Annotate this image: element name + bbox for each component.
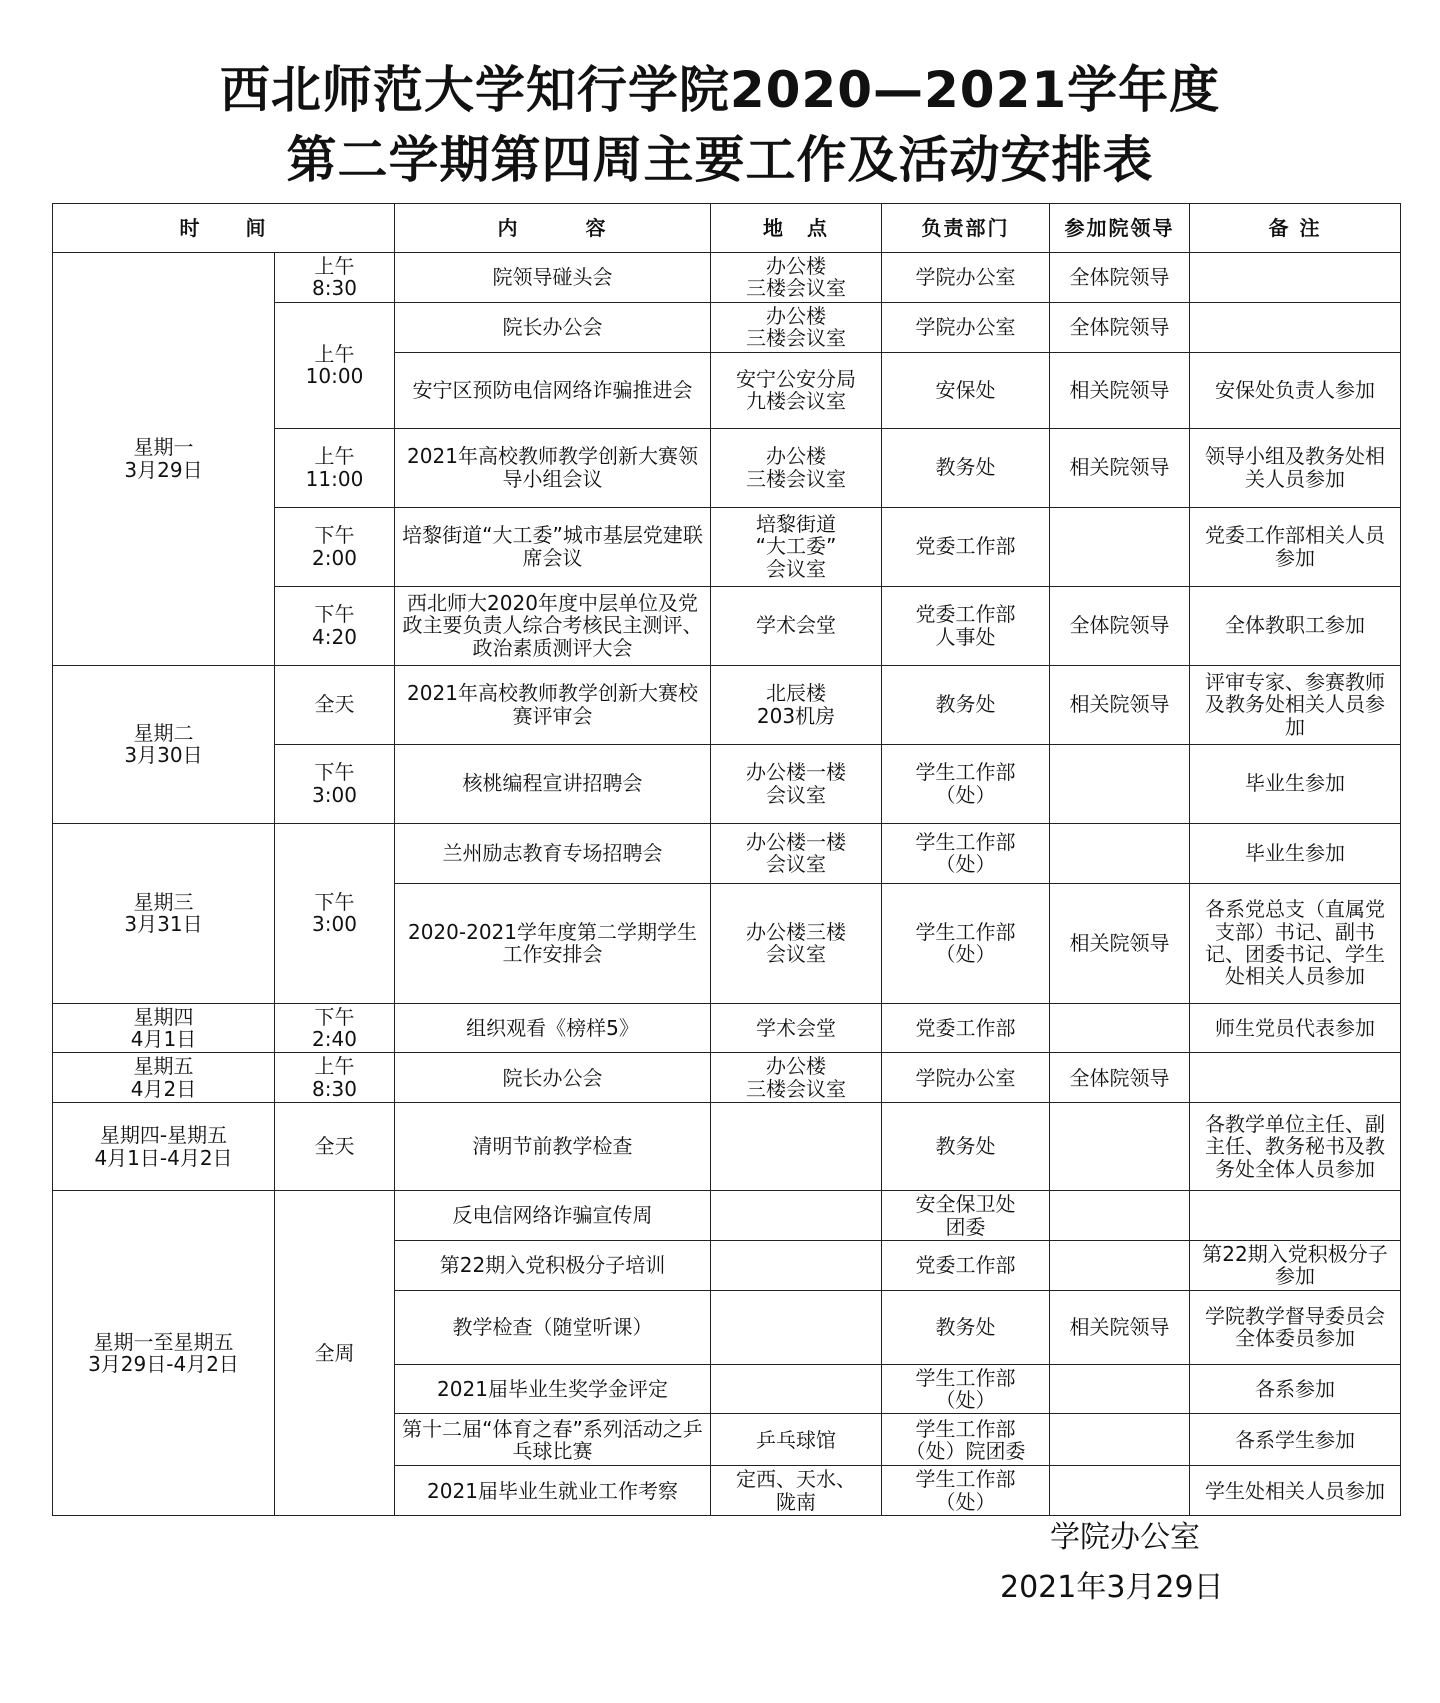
dept-cell: 安全保卫处 团委	[882, 1191, 1050, 1241]
table-row	[53, 665, 1401, 744]
time-cell: 上午 10:00	[275, 302, 395, 428]
time-cell: 下午 2:40	[275, 1003, 395, 1053]
content-cell: 兰州励志教育专场招聘会	[395, 823, 711, 883]
leaders-cell: 相关院领导	[1050, 883, 1190, 1003]
footer-date: 2021年3月29日	[1000, 1570, 1224, 1605]
note-cell: 各系党总支（直属党支部）书记、副书记、团委书记、学生处相关人员参加	[1190, 883, 1401, 1003]
table-row	[53, 1003, 1401, 1053]
content-cell: 反电信网络诈骗宣传周	[395, 1191, 711, 1241]
leaders-cell	[1050, 823, 1190, 883]
dept-cell: 教务处	[882, 1290, 1050, 1364]
day-cell: 星期四-星期五 4月1日-4月2日	[53, 1103, 275, 1191]
note-cell: 领导小组及教务处相关人员参加	[1190, 428, 1401, 507]
header-row	[53, 204, 1401, 253]
content-cell: 院领导碰头会	[395, 253, 711, 303]
note-cell	[1190, 302, 1401, 352]
dept-cell: 党委工作部	[882, 507, 1050, 586]
dept-cell: 学生工作部 （处）	[882, 823, 1050, 883]
place-cell	[711, 1290, 882, 1364]
dept-cell: 学生工作部 （处）	[882, 1466, 1050, 1516]
note-cell: 各系学生参加	[1190, 1414, 1401, 1466]
place-cell: 安宁公安分局 九楼会议室	[711, 352, 882, 428]
table-row	[53, 823, 1401, 883]
day-cell: 星期一 3月29日	[53, 253, 275, 666]
time-cell: 上午 8:30	[275, 1053, 395, 1103]
place-cell: 办公楼 三楼会议室	[711, 253, 882, 303]
leaders-cell	[1050, 507, 1190, 586]
place-cell: 学术会堂	[711, 1003, 882, 1053]
day-cell: 星期四 4月1日	[53, 1003, 275, 1053]
note-cell	[1190, 253, 1401, 303]
dept-cell: 党委工作部 人事处	[882, 586, 1050, 665]
leaders-cell: 全体院领导	[1050, 586, 1190, 665]
place-cell: 培黎街道 “大工委” 会议室	[711, 507, 882, 586]
place-cell	[711, 1191, 882, 1241]
table-row	[53, 1191, 1401, 1241]
note-cell: 毕业生参加	[1190, 823, 1401, 883]
place-cell: 办公楼一楼 会议室	[711, 744, 882, 823]
place-cell: 定西、天水、 陇南	[711, 1466, 882, 1516]
time-cell: 下午 4:20	[275, 586, 395, 665]
place-cell: 学术会堂	[711, 586, 882, 665]
content-cell: 2021届毕业生奖学金评定	[395, 1364, 711, 1414]
note-cell: 师生党员代表参加	[1190, 1003, 1401, 1053]
content-cell: 清明节前教学检查	[395, 1103, 711, 1191]
table-row	[53, 1053, 1401, 1103]
leaders-cell	[1050, 1003, 1190, 1053]
note-cell: 各教学单位主任、副主任、教务秘书及教务处全体人员参加	[1190, 1103, 1401, 1191]
table-row	[53, 253, 1401, 303]
dept-cell: 学生工作部 （处）	[882, 744, 1050, 823]
leaders-cell: 全体院领导	[1050, 253, 1190, 303]
dept-cell: 安保处	[882, 352, 1050, 428]
header-place: 地 点	[711, 204, 882, 253]
leaders-cell: 相关院领导	[1050, 352, 1190, 428]
content-cell: 安宁区预防电信网络诈骗推进会	[395, 352, 711, 428]
place-cell: 办公楼三楼 会议室	[711, 883, 882, 1003]
leaders-cell	[1050, 1414, 1190, 1466]
content-cell: 教学检查（随堂听课）	[395, 1290, 711, 1364]
dept-cell: 学生工作部 （处）	[882, 1364, 1050, 1414]
place-cell: 办公楼 三楼会议室	[711, 1053, 882, 1103]
leaders-cell: 相关院领导	[1050, 665, 1190, 744]
dept-cell: 学生工作部 （处）	[882, 883, 1050, 1003]
table-row	[53, 1103, 1401, 1191]
leaders-cell: 全体院领导	[1050, 302, 1190, 352]
day-cell: 星期二 3月30日	[53, 665, 275, 823]
note-cell: 安保处负责人参加	[1190, 352, 1401, 428]
header-content: 内 容	[395, 204, 711, 253]
content-cell: 2021年高校教师教学创新大赛校赛评审会	[395, 665, 711, 744]
content-cell: 2021年高校教师教学创新大赛领导小组会议	[395, 428, 711, 507]
note-cell: 党委工作部相关人员参加	[1190, 507, 1401, 586]
header-leaders: 参加院领导	[1050, 204, 1190, 253]
dept-cell: 党委工作部	[882, 1003, 1050, 1053]
note-cell: 评审专家、参赛教师及教务处相关人员参加	[1190, 665, 1401, 744]
dept-cell: 教务处	[882, 1103, 1050, 1191]
note-cell: 毕业生参加	[1190, 744, 1401, 823]
place-cell: 办公楼一楼 会议室	[711, 823, 882, 883]
content-cell: 院长办公会	[395, 302, 711, 352]
leaders-cell	[1050, 1240, 1190, 1290]
content-cell: 组织观看《榜样5》	[395, 1003, 711, 1053]
schedule-table	[52, 203, 1401, 1516]
place-cell	[711, 1103, 882, 1191]
page-title-line2: 第二学期第四周主要工作及活动安排表	[286, 131, 1154, 189]
leaders-cell: 相关院领导	[1050, 1290, 1190, 1364]
content-cell: 第22期入党积极分子培训	[395, 1240, 711, 1290]
place-cell: 乒乓球馆	[711, 1414, 882, 1466]
time-cell: 上午 11:00	[275, 428, 395, 507]
leaders-cell	[1050, 1103, 1190, 1191]
day-cell: 星期一至星期五 3月29日-4月2日	[53, 1191, 275, 1516]
day-cell: 星期五 4月2日	[53, 1053, 275, 1103]
content-cell: 2020-2021学年度第二学期学生工作安排会	[395, 883, 711, 1003]
leaders-cell: 相关院领导	[1050, 428, 1190, 507]
header-note: 备 注	[1190, 204, 1401, 253]
header-dept: 负责部门	[882, 204, 1050, 253]
day-cell: 星期三 3月31日	[53, 823, 275, 1003]
leaders-cell	[1050, 1466, 1190, 1516]
leaders-cell	[1050, 1191, 1190, 1241]
page-title-line1: 西北师范大学知行学院2020—2021学年度	[219, 61, 1221, 119]
dept-cell: 学院办公室	[882, 253, 1050, 303]
content-cell: 第十二届“体育之春”系列活动之乒乓球比赛	[395, 1414, 711, 1466]
content-cell: 院长办公会	[395, 1053, 711, 1103]
place-cell	[711, 1240, 882, 1290]
content-cell: 西北师大2020年度中层单位及党政主要负责人综合考核民主测评、政治素质测评大会	[395, 586, 711, 665]
dept-cell: 教务处	[882, 428, 1050, 507]
note-cell: 全体教职工参加	[1190, 586, 1401, 665]
time-cell: 下午 3:00	[275, 823, 395, 1003]
time-cell: 上午 8:30	[275, 253, 395, 303]
note-cell: 第22期入党积极分子参加	[1190, 1240, 1401, 1290]
content-cell: 2021届毕业生就业工作考察	[395, 1466, 711, 1516]
place-cell: 办公楼 三楼会议室	[711, 302, 882, 352]
dept-cell: 教务处	[882, 665, 1050, 744]
place-cell: 北辰楼 203机房	[711, 665, 882, 744]
time-cell: 下午 2:00	[275, 507, 395, 586]
time-cell: 全周	[275, 1191, 395, 1516]
content-cell: 核桃编程宣讲招聘会	[395, 744, 711, 823]
content-cell: 培黎街道“大工委”城市基层党建联席会议	[395, 507, 711, 586]
place-cell: 办公楼 三楼会议室	[711, 428, 882, 507]
note-cell	[1190, 1053, 1401, 1103]
leaders-cell: 全体院领导	[1050, 1053, 1190, 1103]
note-cell: 各系参加	[1190, 1364, 1401, 1414]
leaders-cell	[1050, 744, 1190, 823]
footer-office: 学院办公室	[1050, 1520, 1200, 1555]
note-cell: 学院教学督导委员会全体委员参加	[1190, 1290, 1401, 1364]
dept-cell: 学生工作部 （处）院团委	[882, 1414, 1050, 1466]
dept-cell: 学院办公室	[882, 302, 1050, 352]
place-cell	[711, 1364, 882, 1414]
leaders-cell	[1050, 1364, 1190, 1414]
note-cell	[1190, 1191, 1401, 1241]
time-cell: 下午 3:00	[275, 744, 395, 823]
time-cell: 全天	[275, 665, 395, 744]
dept-cell: 学院办公室	[882, 1053, 1050, 1103]
note-cell: 学生处相关人员参加	[1190, 1466, 1401, 1516]
header-time: 时 间	[53, 204, 395, 253]
dept-cell: 党委工作部	[882, 1240, 1050, 1290]
time-cell: 全天	[275, 1103, 395, 1191]
